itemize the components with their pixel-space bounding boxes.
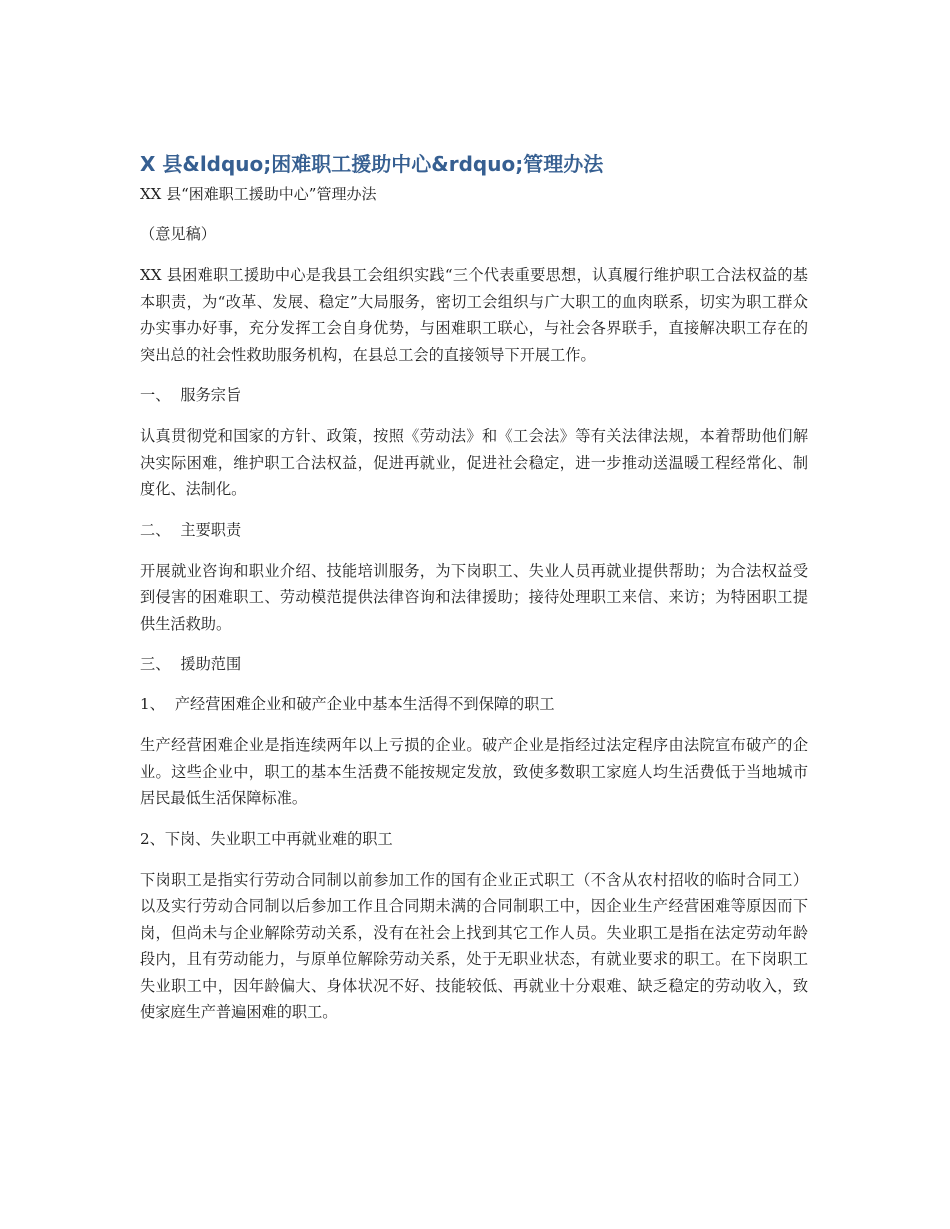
subsection-heading-2: 2、下岗、失业职工中再就业难的职工 <box>140 829 393 848</box>
section-title-2: 主要职责 <box>180 520 242 539</box>
document-title: X 县&ldquo;困难职工援助中心&rdquo;管理办法 <box>140 152 604 176</box>
section-title-1: 服务宗旨 <box>180 386 242 404</box>
section-heading-3 <box>140 652 808 676</box>
subsection-title-1: 产经营困难企业和破产企业中基本生活得不到保障的职工 <box>174 695 555 713</box>
section-title-3: 援助范围 <box>180 655 242 673</box>
draft-note: （意见稿） <box>140 225 216 243</box>
document-subtitle: XX 县“困难职工援助中心”管理办法 <box>140 185 377 203</box>
subsection-body-1: 生产经营困难企业是指连续两年以上亏损的企业。破产企业是指经过法定程序由法院宣布破产的企业。这些企业中，职工的基本生活费不能按规定发放，致使多数职工家庭人均生活费低于当地城市居民最低生活保障标准。 <box>140 736 808 807</box>
section-body-2: 开展就业咨询和职业介绍、技能培训服务，为下岗职工、失业人员再就业提供帮助；为合法权益受到侵害的困难职工、劳动模范提供法律咨询和法律援助；接待处理职工来信、来访；为特困职工提供生活救助。 <box>140 561 808 633</box>
section-number-2: 二、 <box>140 520 171 539</box>
section-body-1: 认真贯彻党和国家的方针、政策，按照《劳动法》和《工会法》等有关法律法规，本着帮助他们解决实际困难，维护职工合法权益，促进再就业，促进社会稳定，进一步推动送温暖工程经常化、制度化、法制化。 <box>140 427 808 498</box>
intro-paragraph: XX 县困难职工援助中心是我县工会组织实践“三个代表重要思想，认真履行维护职工合法权益的基本职责，为“改革、发展、稳定”大局服务，密切工会组织与广大职工的血肉联系，切实为职工群众办实事办好事，充分发挥工会自身优势，与困难职工联心，与社会各界联手，直接解决职工存在的突出总的社会性救助服务机构，在县总工会的直接领导下开展工作。 <box>140 266 808 364</box>
section-number-3: 三、 <box>140 655 171 673</box>
subsection-heading-1 <box>140 692 808 716</box>
subsection-body-2: 下岗职工是指实行劳动合同制以前参加工作的国有企业正式职工（不含从农村招收的临时合同工）以及实行劳动合同制以后参加工作且合同期未满的合同制职工中，因企业生产经营困难等原因而下岗，但尚未与企业解除劳动关系，没有在社会上找到其它工作人员。失业职工是指在法定劳动年龄段内，且有劳动能力，与原单位解除劳动关系，处于无职业状态，有就业要求的职工。在下岗职工失业职工中，因年龄偏大、身体状况不好、技能较低、再就业十分艰难、缺乏稳定的劳动收入，致使家庭生产普遍困难的职工。 <box>140 870 808 1021</box>
document-page <box>140 148 808 1041</box>
section-heading-1 <box>140 383 808 407</box>
section-number-1: 一、 <box>140 386 171 404</box>
section-heading-2 <box>140 518 808 542</box>
subsection-number-1: 1、 <box>140 695 165 713</box>
